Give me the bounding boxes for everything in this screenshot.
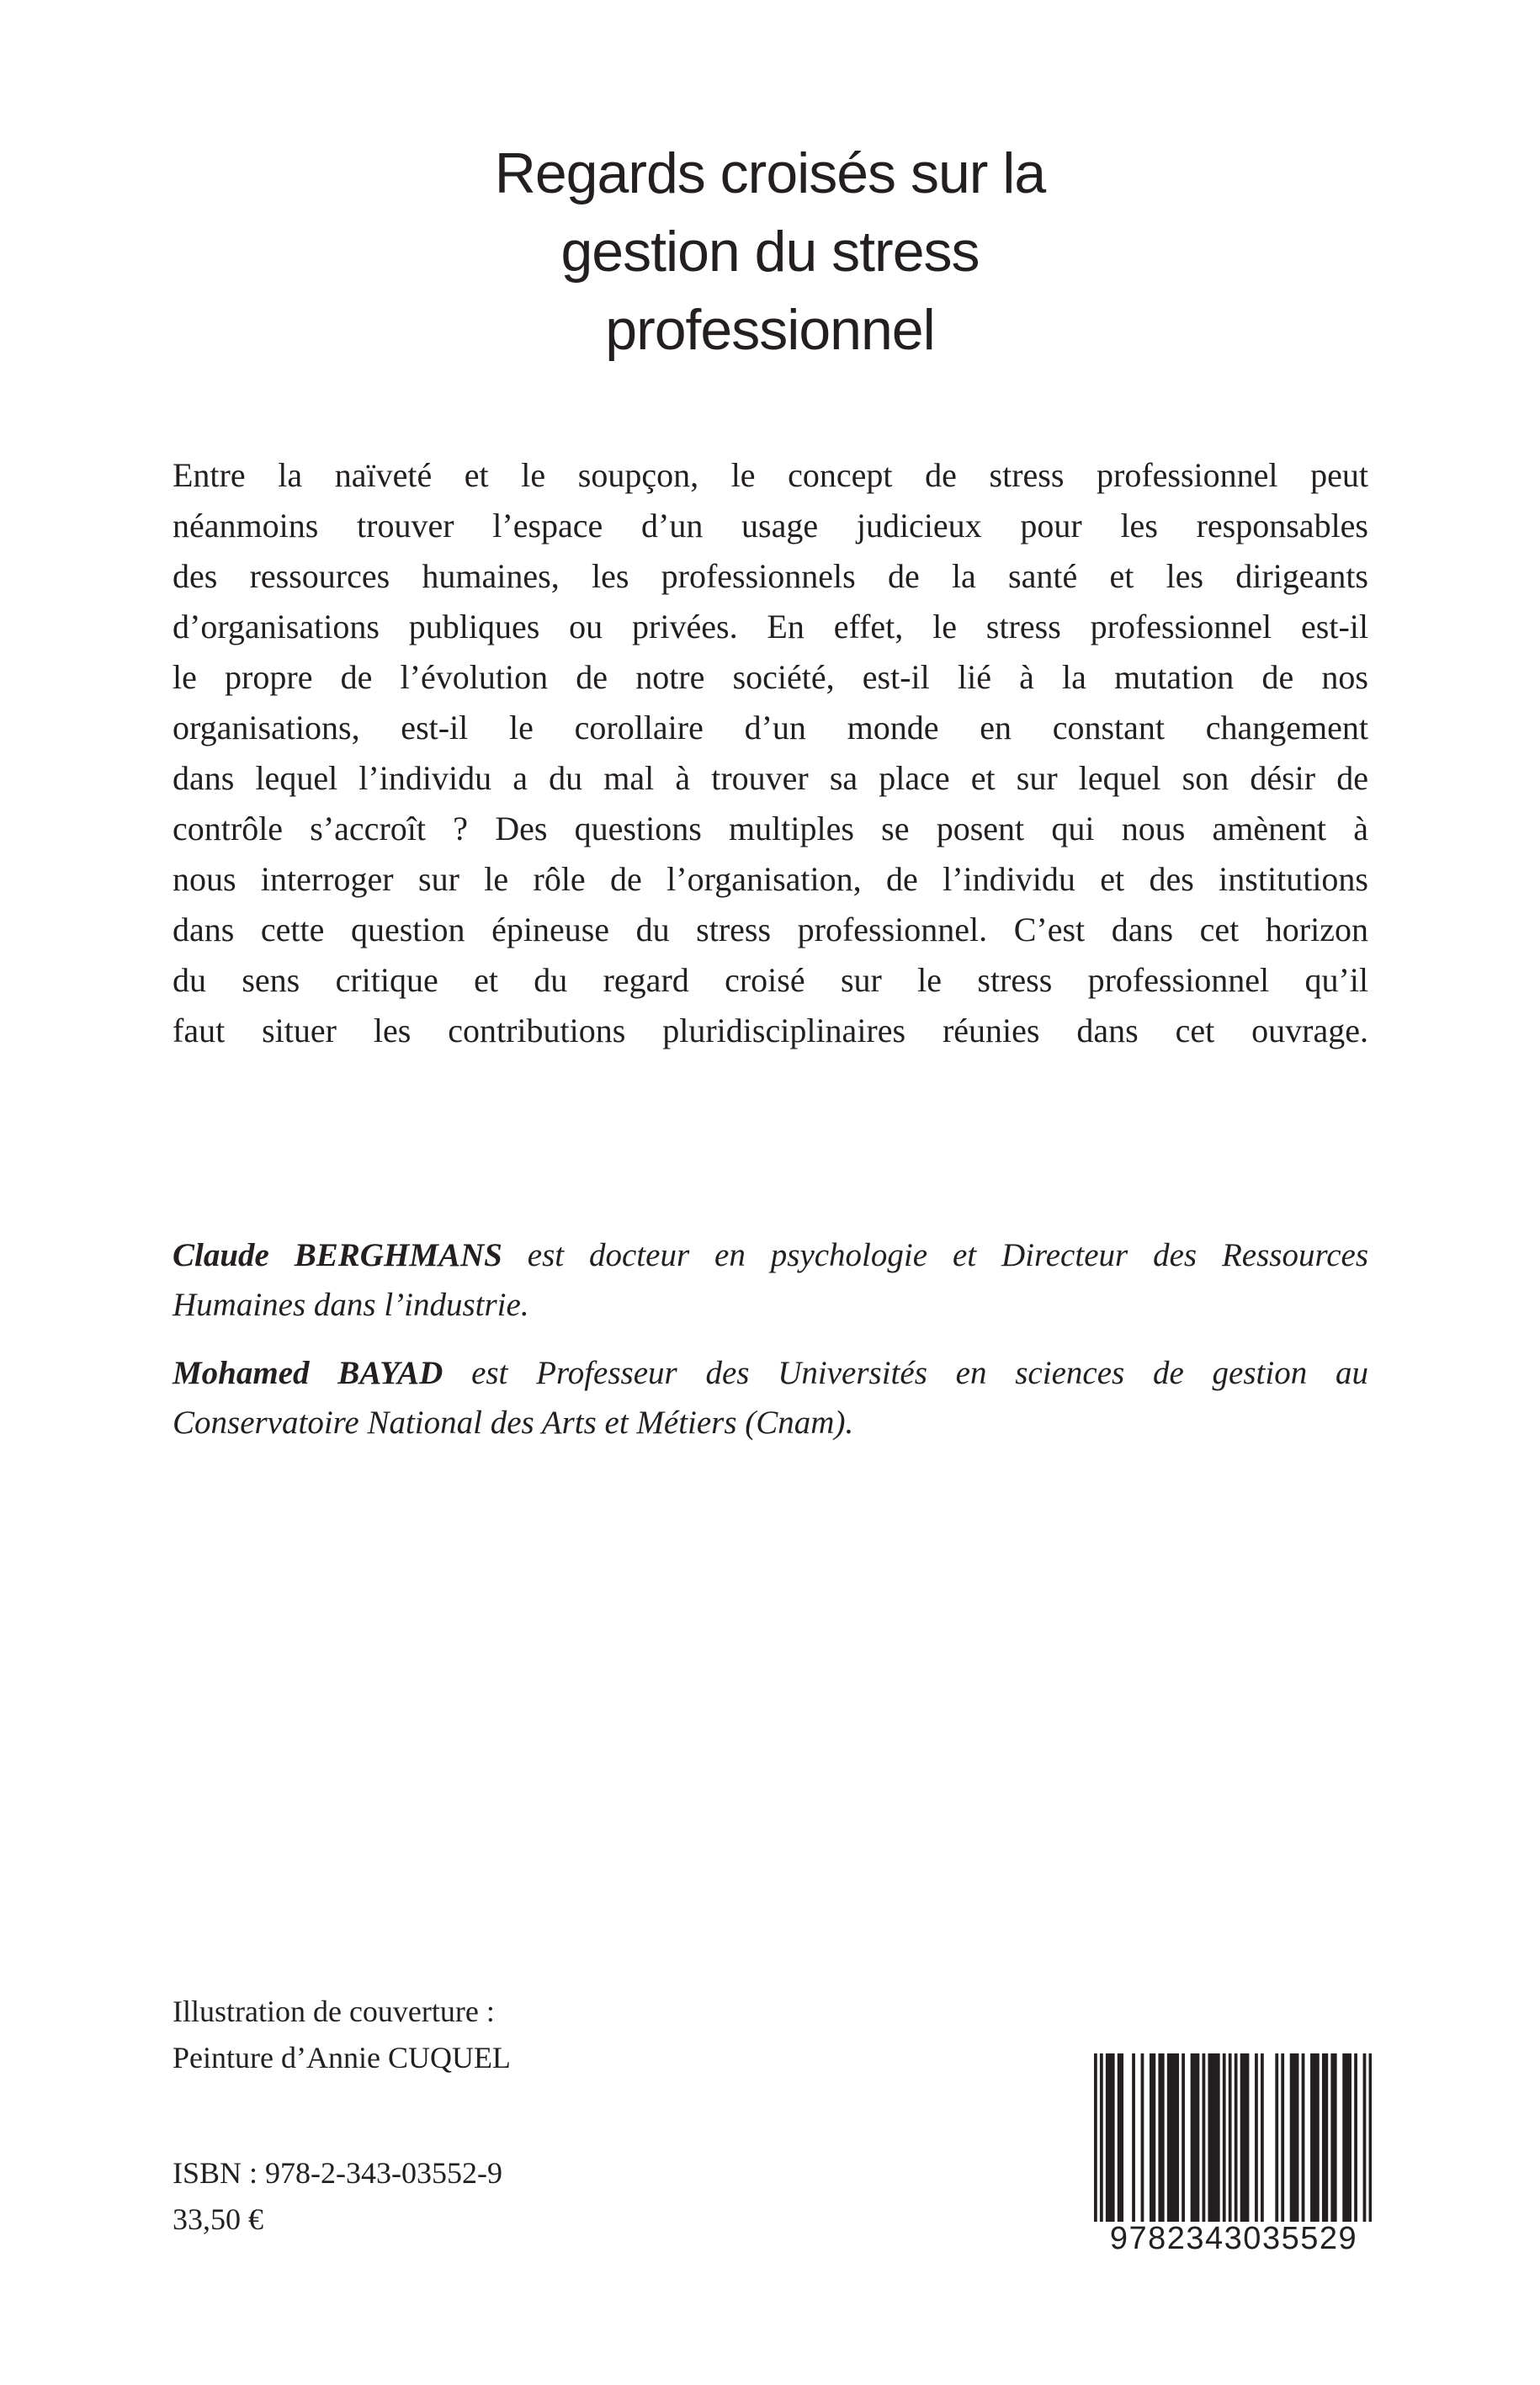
barcode-bar [1322,2053,1325,2226]
barcode-bar [1246,2053,1250,2226]
author-bios [173,1230,1368,1466]
barcode-bar [1310,2053,1314,2226]
barcode-bar [1334,2053,1337,2226]
author-name: Mohamed BAYAD [173,1355,443,1391]
barcode-bar [1173,2053,1176,2226]
barcode-bar [1150,2053,1153,2226]
barcode-bar [1106,2053,1109,2226]
barcode-bar [1108,2053,1112,2226]
summary-paragraph [173,450,1368,1056]
barcode-bar [1191,2053,1194,2226]
barcode-bar [1354,2053,1357,2226]
barcode-bar [1261,2053,1264,2226]
title-line: professionnel [605,298,935,362]
summary-line: le propre de l’évolution de notre société, est-il lié à la mutation de nos [173,658,1368,696]
barcode-bar [1240,2053,1244,2226]
credits-value: Peinture d’Annie CUQUEL [173,2041,511,2074]
summary-line: contrôle s’accroît ? Des questions multiples se posent qui nous amènent à [173,810,1368,847]
summary-line: faut situer les contributions pluridisciplinaires réunies dans cet ouvrage. [173,1012,1368,1049]
barcode-bar [1275,2053,1278,2226]
barcode-bar [1213,2053,1217,2226]
barcode-bar [1302,2053,1305,2226]
barcode-bar [1112,2053,1115,2226]
author-bio-line [173,1230,1368,1280]
barcode-bar [1330,2053,1334,2226]
price-text: 33,50 € [173,2202,263,2236]
author-bio-text: est docteur en psychologie et Directeur des Ressources [527,1237,1368,1273]
summary-line: des ressources humaines, les professionnels de la santé et les dirigeants [173,557,1368,595]
barcode-bar [1132,2053,1135,2226]
barcode-bar [1223,2053,1226,2226]
summary-line: du sens critique et du regard croisé sur le stress professionnel qu’il [173,961,1368,999]
book-title [0,135,1540,369]
barcode-bar [1325,2053,1328,2226]
title-line: gestion du stress [560,220,980,284]
barcode-bar [1281,2053,1284,2226]
barcode-bar [1197,2053,1200,2226]
barcode-bar [1120,2053,1123,2226]
credits-label: Illustration de couverture : [173,1995,495,2028]
title-line: Regards croisés sur la [494,141,1046,205]
author-bio [173,1348,1368,1447]
barcode-bar [1176,2053,1179,2226]
barcode-bar [1290,2053,1293,2226]
barcode-bar [1193,2053,1197,2226]
barcode-bar [1243,2053,1246,2226]
barcode-bar [1182,2053,1185,2226]
barcode-bar [1211,2053,1214,2226]
barcode-bar [1161,2053,1165,2226]
barcode-bar [1316,2053,1320,2226]
barcode-bar [1363,2053,1367,2247]
barcode-bars [1094,2053,1372,2247]
isbn-text: ISBN : 978-2-343-03552-9 [173,2156,502,2190]
summary-line: dans cette question épineuse du stress professionnel. C’est dans cet horizon [173,911,1368,948]
barcode-bar [1141,2053,1144,2226]
barcode-bar [1094,2053,1097,2247]
summary-line: d’organisations publiques ou privées. En effet, le stress professionnel est-il [173,608,1368,645]
barcode-bar [1158,2053,1161,2226]
barcode-bar [1255,2053,1258,2226]
author-name: Claude BERGHMANS [173,1237,502,1273]
isbn-block [173,2150,502,2243]
barcode-bar [1152,2053,1155,2226]
barcode-bar [1229,2053,1232,2247]
barcode-bar [1369,2053,1372,2247]
author-bio-line: Conservatoire National des Arts et Métiers (Cnam). [173,1405,854,1441]
author-bio-line [173,1348,1368,1398]
barcode-bar [1293,2053,1296,2226]
summary-line: organisations, est-il le corollaire d’un monde en constant changement [173,709,1368,746]
barcode-bar [1346,2053,1349,2226]
summary-line: Entre la naïveté et le soupçon, le concept de stress professionnel peut [173,456,1368,494]
barcode-bar [1170,2053,1173,2226]
barcode-bar [1203,2053,1206,2226]
barcode-bar [1100,2053,1103,2247]
barcode-bar [1167,2053,1171,2226]
barcode-bar [1314,2053,1317,2226]
summary-line: néanmoins trouver l’espace d’un usage judicieux pour les responsables [173,507,1368,544]
barcode-bar [1342,2053,1346,2226]
barcode-bar [1208,2053,1211,2226]
barcode-digits: 9782343035529 [1091,2222,1377,2255]
author-bio-text: est Professeur des Universités en sciences de gestion au [471,1355,1368,1391]
author-bio-line: Humaines dans l’industrie. [173,1287,529,1323]
author-bio [173,1230,1368,1330]
summary-line: dans lequel l’individu a du mal à trouver sa place et sur lequel son désir de [173,759,1368,797]
summary-line: nous interroger sur le rôle de l’organisation, de l’individu et des institutions [173,860,1368,898]
barcode-bar [1217,2053,1220,2226]
barcode-bar [1296,2053,1299,2226]
barcode-bar [1118,2053,1121,2226]
barcode-bar [1348,2053,1351,2226]
cover-credits [173,1989,511,2081]
barcode-bar [1235,2053,1238,2247]
